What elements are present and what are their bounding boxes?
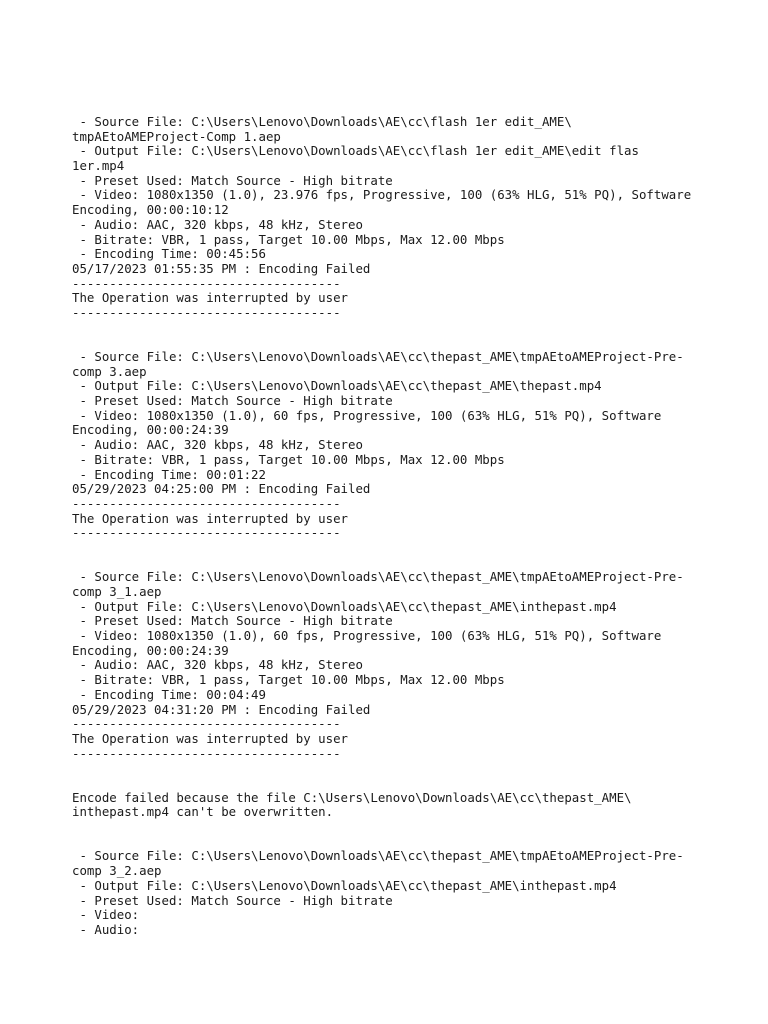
- log-line: The Operation was interrupted by user: [72, 510, 349, 526]
- log-line: comp 3_1.aep: [72, 584, 162, 600]
- log-line: - Encoding Time: 00:01:22: [72, 466, 266, 482]
- log-line: - Bitrate: VBR, 1 pass, Target 10.00 Mbps, Max 12.00 Mbps: [72, 451, 505, 467]
- log-line: 1er.mp4: [72, 158, 125, 174]
- separator: ------------------------------------: [72, 495, 341, 511]
- log-line: - Encoding Time: 00:45:56: [72, 246, 266, 262]
- log-line: - Source File: C:\Users\Lenovo\Downloads\AE\cc\thepast_AME\tmpAEtoAMEProject-Pre-: [72, 569, 684, 585]
- log-line: - Output File: C:\Users\Lenovo\Downloads\AE\cc\thepast_AME\thepast.mp4: [72, 378, 602, 394]
- log-line: tmpAEtoAMEProject-Comp 1.aep: [72, 128, 281, 144]
- log-line: - Bitrate: VBR, 1 pass, Target 10.00 Mbps, Max 12.00 Mbps: [72, 231, 505, 247]
- separator: ------------------------------------: [72, 525, 341, 541]
- log-entry: [72, 350, 712, 541]
- log-line: - Preset Used: Match Source - High bitrate: [72, 172, 393, 188]
- log-line: The Operation was interrupted by user: [72, 730, 349, 746]
- log-line: - Output File: C:\Users\Lenovo\Downloads\AE\cc\thepast_AME\inthepast.mp4: [72, 877, 617, 893]
- log-entry: [72, 115, 712, 321]
- log-line: - Audio: AAC, 320 kbps, 48 kHz, Stereo: [72, 657, 363, 673]
- log-line: - Encoding Time: 00:04:49: [72, 686, 266, 702]
- log-line: - Source File: C:\Users\Lenovo\Downloads\AE\cc\thepast_AME\tmpAEtoAMEProject-Pre-: [72, 848, 684, 864]
- log-line: Encode failed because the file C:\Users\Lenovo\Downloads\AE\cc\thepast_AME\: [72, 789, 632, 805]
- log-line: - Preset Used: Match Source - High bitrate: [72, 892, 393, 908]
- log-line: Encoding, 00:00:10:12: [72, 202, 229, 218]
- error-message: [72, 791, 712, 820]
- log-entry: [72, 849, 712, 937]
- log-line: - Video: 1080x1350 (1.0), 60 fps, Progressive, 100 (63% HLG, 51% PQ), Software: [72, 407, 662, 423]
- log-line: Encoding, 00:00:24:39: [72, 642, 229, 658]
- log-line: comp 3_2.aep: [72, 863, 162, 879]
- separator: ------------------------------------: [72, 275, 341, 291]
- log-line: - Source File: C:\Users\Lenovo\Downloads\AE\cc\flash 1er edit_AME\: [72, 114, 572, 129]
- separator: ------------------------------------: [72, 304, 341, 320]
- log-line: - Source File: C:\Users\Lenovo\Downloads\AE\cc\thepast_AME\tmpAEtoAMEProject-Pre-: [72, 349, 684, 365]
- log-line: Encoding, 00:00:24:39: [72, 422, 229, 438]
- log-line: - Output File: C:\Users\Lenovo\Downloads\AE\cc\thepast_AME\inthepast.mp4: [72, 598, 617, 614]
- log-entry: [72, 570, 712, 761]
- log-line: - Video: 1080x1350 (1.0), 60 fps, Progressive, 100 (63% HLG, 51% PQ), Software: [72, 628, 662, 644]
- log-line: - Video: 1080x1350 (1.0), 23.976 fps, Progressive, 100 (63% HLG, 51% PQ), Software: [72, 187, 692, 203]
- log-line: - Audio: AAC, 320 kbps, 48 kHz, Stereo: [72, 216, 363, 232]
- log-line: - Audio: AAC, 320 kbps, 48 kHz, Stereo: [72, 437, 363, 453]
- log-line: The Operation was interrupted by user: [72, 290, 349, 306]
- log-line: inthepast.mp4 can't be overwritten.: [72, 804, 334, 820]
- encoding-log-document: [72, 115, 712, 938]
- log-line: - Audio:: [72, 921, 140, 937]
- log-line: - Bitrate: VBR, 1 pass, Target 10.00 Mbps, Max 12.00 Mbps: [72, 672, 505, 688]
- separator: ------------------------------------: [72, 716, 341, 732]
- log-line: comp 3.aep: [72, 363, 147, 379]
- log-line: 05/29/2023 04:31:20 PM : Encoding Failed: [72, 701, 371, 717]
- log-line: 05/29/2023 04:25:00 PM : Encoding Failed: [72, 481, 371, 497]
- log-line: - Preset Used: Match Source - High bitrate: [72, 613, 393, 629]
- log-line: - Output File: C:\Users\Lenovo\Downloads\AE\cc\flash 1er edit_AME\edit flas: [72, 143, 639, 159]
- log-line: 05/17/2023 01:55:35 PM : Encoding Failed: [72, 260, 371, 276]
- separator: ------------------------------------: [72, 745, 341, 761]
- log-line: - Preset Used: Match Source - High bitrate: [72, 393, 393, 409]
- log-line: - Video:: [72, 907, 140, 923]
